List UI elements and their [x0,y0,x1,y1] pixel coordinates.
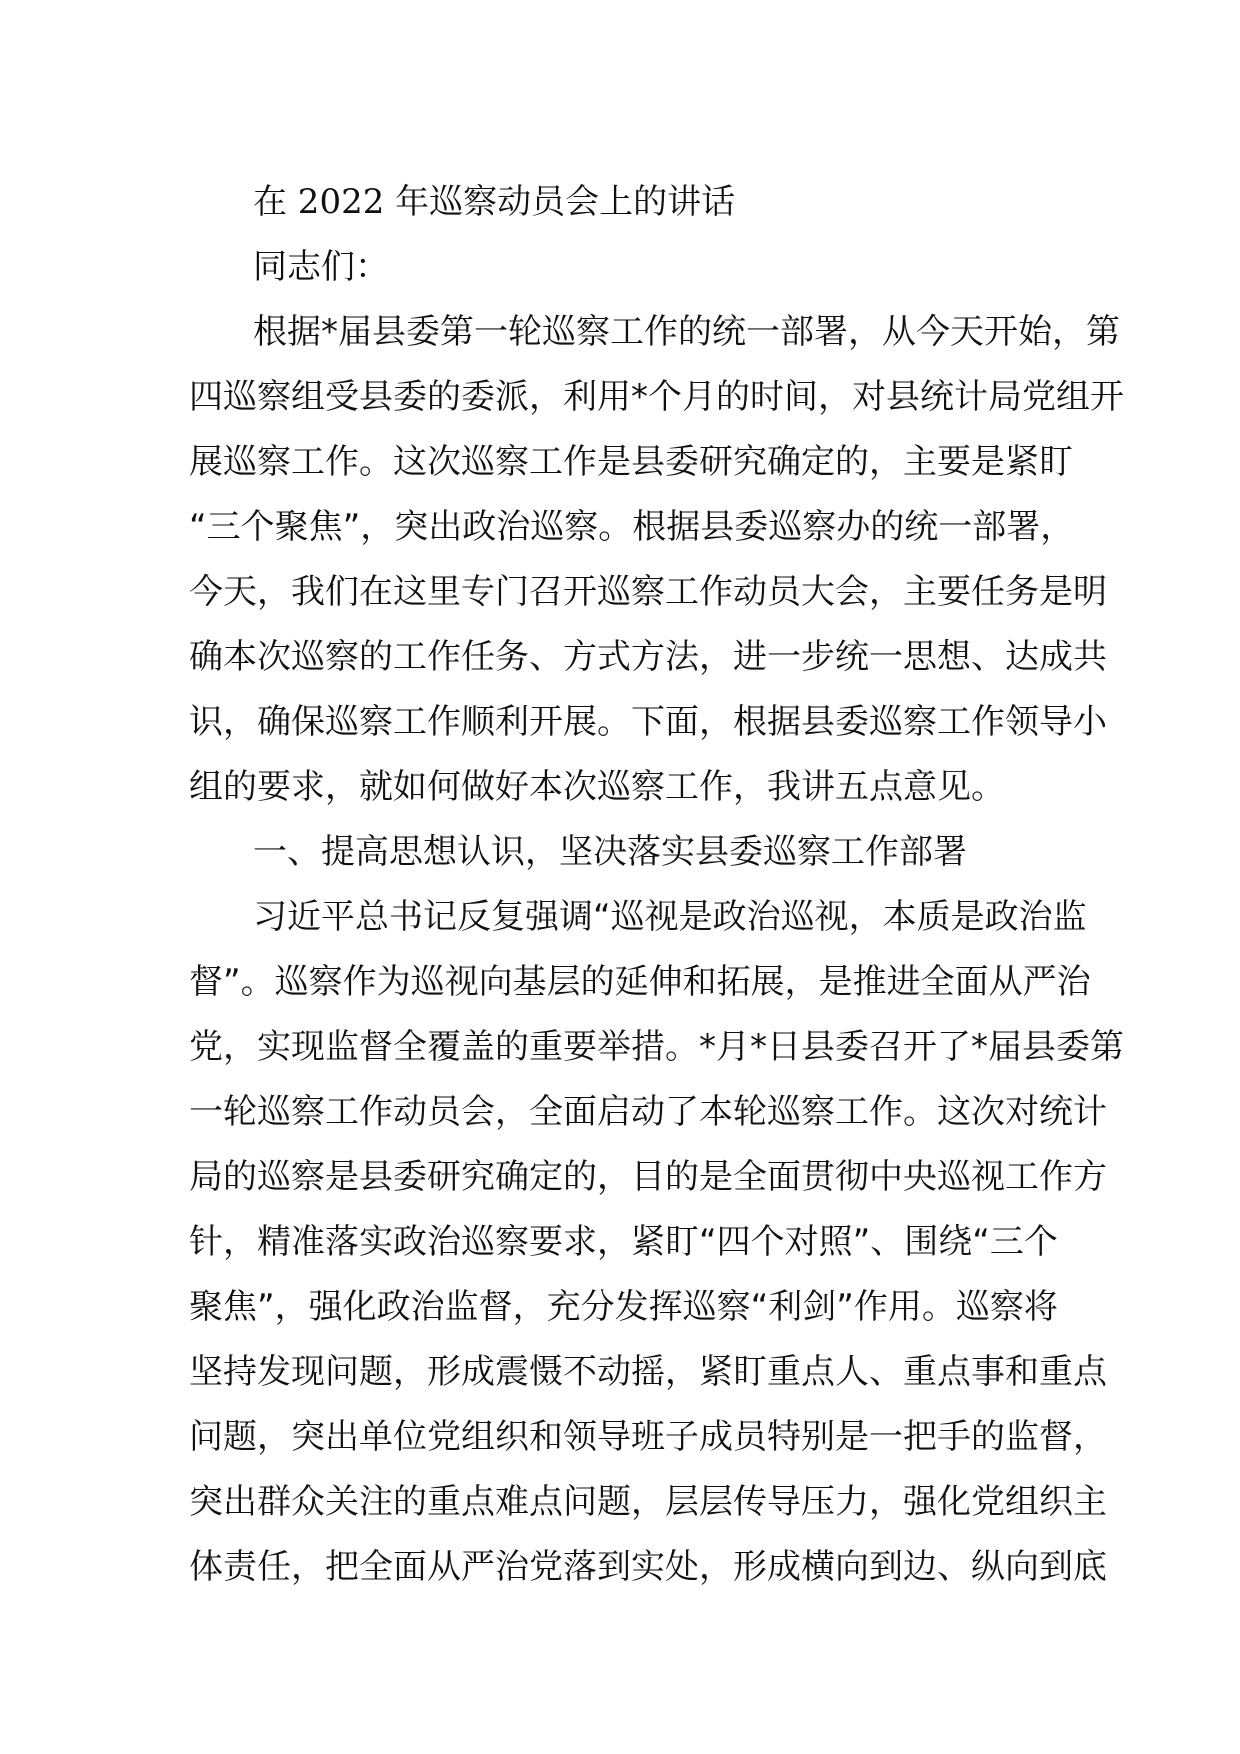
document-title: 在 2022 年巡察动员会上的讲话 [253,182,736,222]
paragraph-line: “三个聚焦”，突出政治巡察。根据县委巡察办的统一部署， [189,507,1075,547]
section-heading: 一、提高思想认识，坚决落实县委巡察工作部署 [253,832,967,872]
salutation: 同志们： [253,247,389,287]
paragraph-line: 组的要求，就如何做好本次巡察工作，我讲五点意见。 [189,767,1005,807]
paragraph-line: 督”。巡察作为巡视向基层的延伸和拓展，是推进全面从严治 [189,962,1091,1002]
paragraph-line: 问题，突出单位党组织和领导班子成员特别是一把手的监督， [189,1417,1107,1457]
paragraph-line: 体责任，把全面从严治党落到实处，形成横向到边、纵向到底 [189,1547,1107,1587]
paragraph-line: 一轮巡察工作动员会，全面启动了本轮巡察工作。这次对统计 [189,1092,1107,1132]
paragraph-line: 局的巡察是县委研究确定的，目的是全面贯彻中央巡视工作方 [189,1157,1107,1197]
document-body [189,170,1124,1600]
paragraph-line: 根据*届县委第一轮巡察工作的统一部署，从今天开始，第 [253,312,1120,352]
paragraph-line: 习近平总书记反复强调“巡视是政治巡视，本质是政治监 [253,897,1087,937]
paragraph-line: 识，确保巡察工作顺利开展。下面，根据县委巡察工作领导小 [189,702,1107,742]
paragraph-line: 坚持发现问题，形成震慑不动摇，紧盯重点人、重点事和重点 [189,1352,1107,1392]
paragraph-line: 展巡察工作。这次巡察工作是县委研究确定的，主要是紧盯 [189,442,1073,482]
paragraph-line: 突出群众关注的重点难点问题，层层传导压力，强化党组织主 [189,1482,1107,1522]
paragraph-line: 确本次巡察的工作任务、方式方法，进一步统一思想、达成共 [189,637,1107,677]
paragraph-line: 针，精准落实政治巡察要求，紧盯“四个对照”、围绕“三个 [189,1222,1058,1262]
paragraph-line: 党，实现监督全覆盖的重要举措。*月*日县委召开了*届县委第 [189,1027,1124,1067]
paragraph-line: 四巡察组受县委的委派，利用*个月的时间，对县统计局党组开 [189,377,1124,417]
paragraph-line: 今天，我们在这里专门召开巡察工作动员大会，主要任务是明 [189,572,1107,612]
paragraph-line: 聚焦”，强化政治监督，充分发挥巡察“利剑”作用。巡察将 [189,1287,1058,1327]
